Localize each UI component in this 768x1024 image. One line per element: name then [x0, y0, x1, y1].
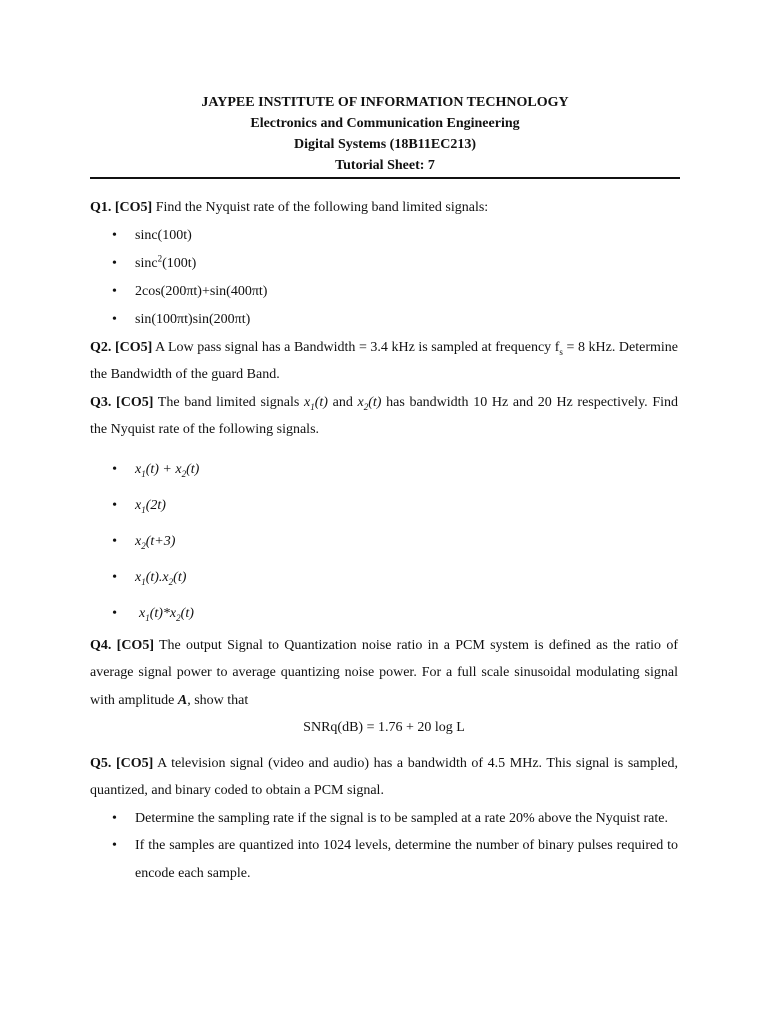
- question-5-items: [90, 805, 678, 888]
- subscript: s: [559, 346, 563, 357]
- question-5-text: A television signal (video and audio) has a bandwidth of 4.5 MHz. This signal is sampled, quantized, and binary coded to obtain a PCM signal.: [90, 755, 678, 798]
- question-5-label: Q5. [CO5]: [90, 755, 154, 771]
- list-item: [90, 278, 678, 306]
- list-item: [90, 222, 678, 250]
- question-3-label: Q3. [CO5]: [90, 394, 154, 410]
- snr-formula: SNRq(dB) = 1.76 + 20 log L: [303, 720, 465, 735]
- q1-item-text: sin(100πt)sin(200πt): [135, 311, 251, 327]
- q1-item-text: 2cos(200πt)+sin(400πt): [135, 283, 268, 299]
- question-2: [90, 334, 678, 389]
- question-1-label: Q1. [CO5]: [90, 200, 153, 215]
- question-list: [90, 194, 678, 887]
- question-4-label: Q4. [CO5]: [90, 637, 154, 653]
- question-1-items: [90, 222, 678, 334]
- question-3: [90, 389, 678, 444]
- q1-item-text: sinc(100t): [135, 227, 192, 243]
- list-item: [90, 250, 678, 278]
- superscript: 2: [157, 252, 163, 263]
- list-item: [90, 306, 678, 334]
- signal-x2: $x_2(t)$: [357, 394, 382, 412]
- institute-name: JAYPEE INSTITUTE OF INFORMATION TECHNOLOGY: [201, 95, 569, 110]
- question-3-text: The band limited signals: [153, 394, 305, 410]
- question-2-text: A Low pass signal has a Bandwidth = 3.4 kHz is sampled at frequency f: [152, 339, 560, 355]
- question-4: [90, 632, 678, 715]
- question-3-text: and: [327, 394, 358, 410]
- question-2-label: Q2. [CO5]: [90, 339, 153, 355]
- question-1-text: Find the Nyquist rate of the following band limited signals:: [152, 200, 489, 215]
- list-item: • $x_2(t+3)$: [90, 524, 678, 560]
- question-3-text: has bandwidth 10 Hz and 20 Hz respectively. Find the Nyquist rate of the following signals.: [90, 394, 679, 437]
- q1-item-text: (100t): [162, 255, 197, 271]
- list-item: • $x_1(2t)$: [90, 488, 678, 524]
- list-item: • $x_1(t)*x_2(t)$: [90, 596, 678, 632]
- question-5: [90, 750, 678, 805]
- question-2-text: = 8 kHz. Determine the Bandwidth of the guard Band.: [90, 339, 679, 382]
- course-title: Digital Systems (18B11EC213): [294, 137, 476, 152]
- list-item: • Determine the sampling rate if the signal is to be sampled at a rate 20% above the Nyquist rate.: [90, 805, 678, 833]
- question-4-text: The output Signal to Quantization noise ratio in a PCM system is defined as the ratio of average signal power to average quantizing noise power. For a full scale sinusoidal modulating signal with amplitude: [90, 637, 678, 708]
- department-name: Electronics and Communication Engineering: [250, 116, 520, 131]
- list-item: • $x_1(t) + x_2(t)$: [90, 452, 678, 488]
- amplitude-symbol: A: [177, 692, 188, 708]
- sheet-title: Tutorial Sheet: 7: [335, 158, 435, 173]
- header-divider: [90, 177, 680, 179]
- question-3-items: [90, 452, 678, 632]
- signal-x1: $x_1(t)$: [304, 394, 328, 412]
- list-item: • $x_1(t).x_2(t)$: [90, 560, 678, 596]
- q1-item-text: sinc: [135, 255, 158, 271]
- question-1: [90, 194, 678, 222]
- question-4-text: , show that: [187, 692, 249, 708]
- list-item: • If the samples are quantized into 1024 levels, determine the number of binary pulses required to encode each sample.: [90, 832, 678, 887]
- document-header: [90, 92, 680, 176]
